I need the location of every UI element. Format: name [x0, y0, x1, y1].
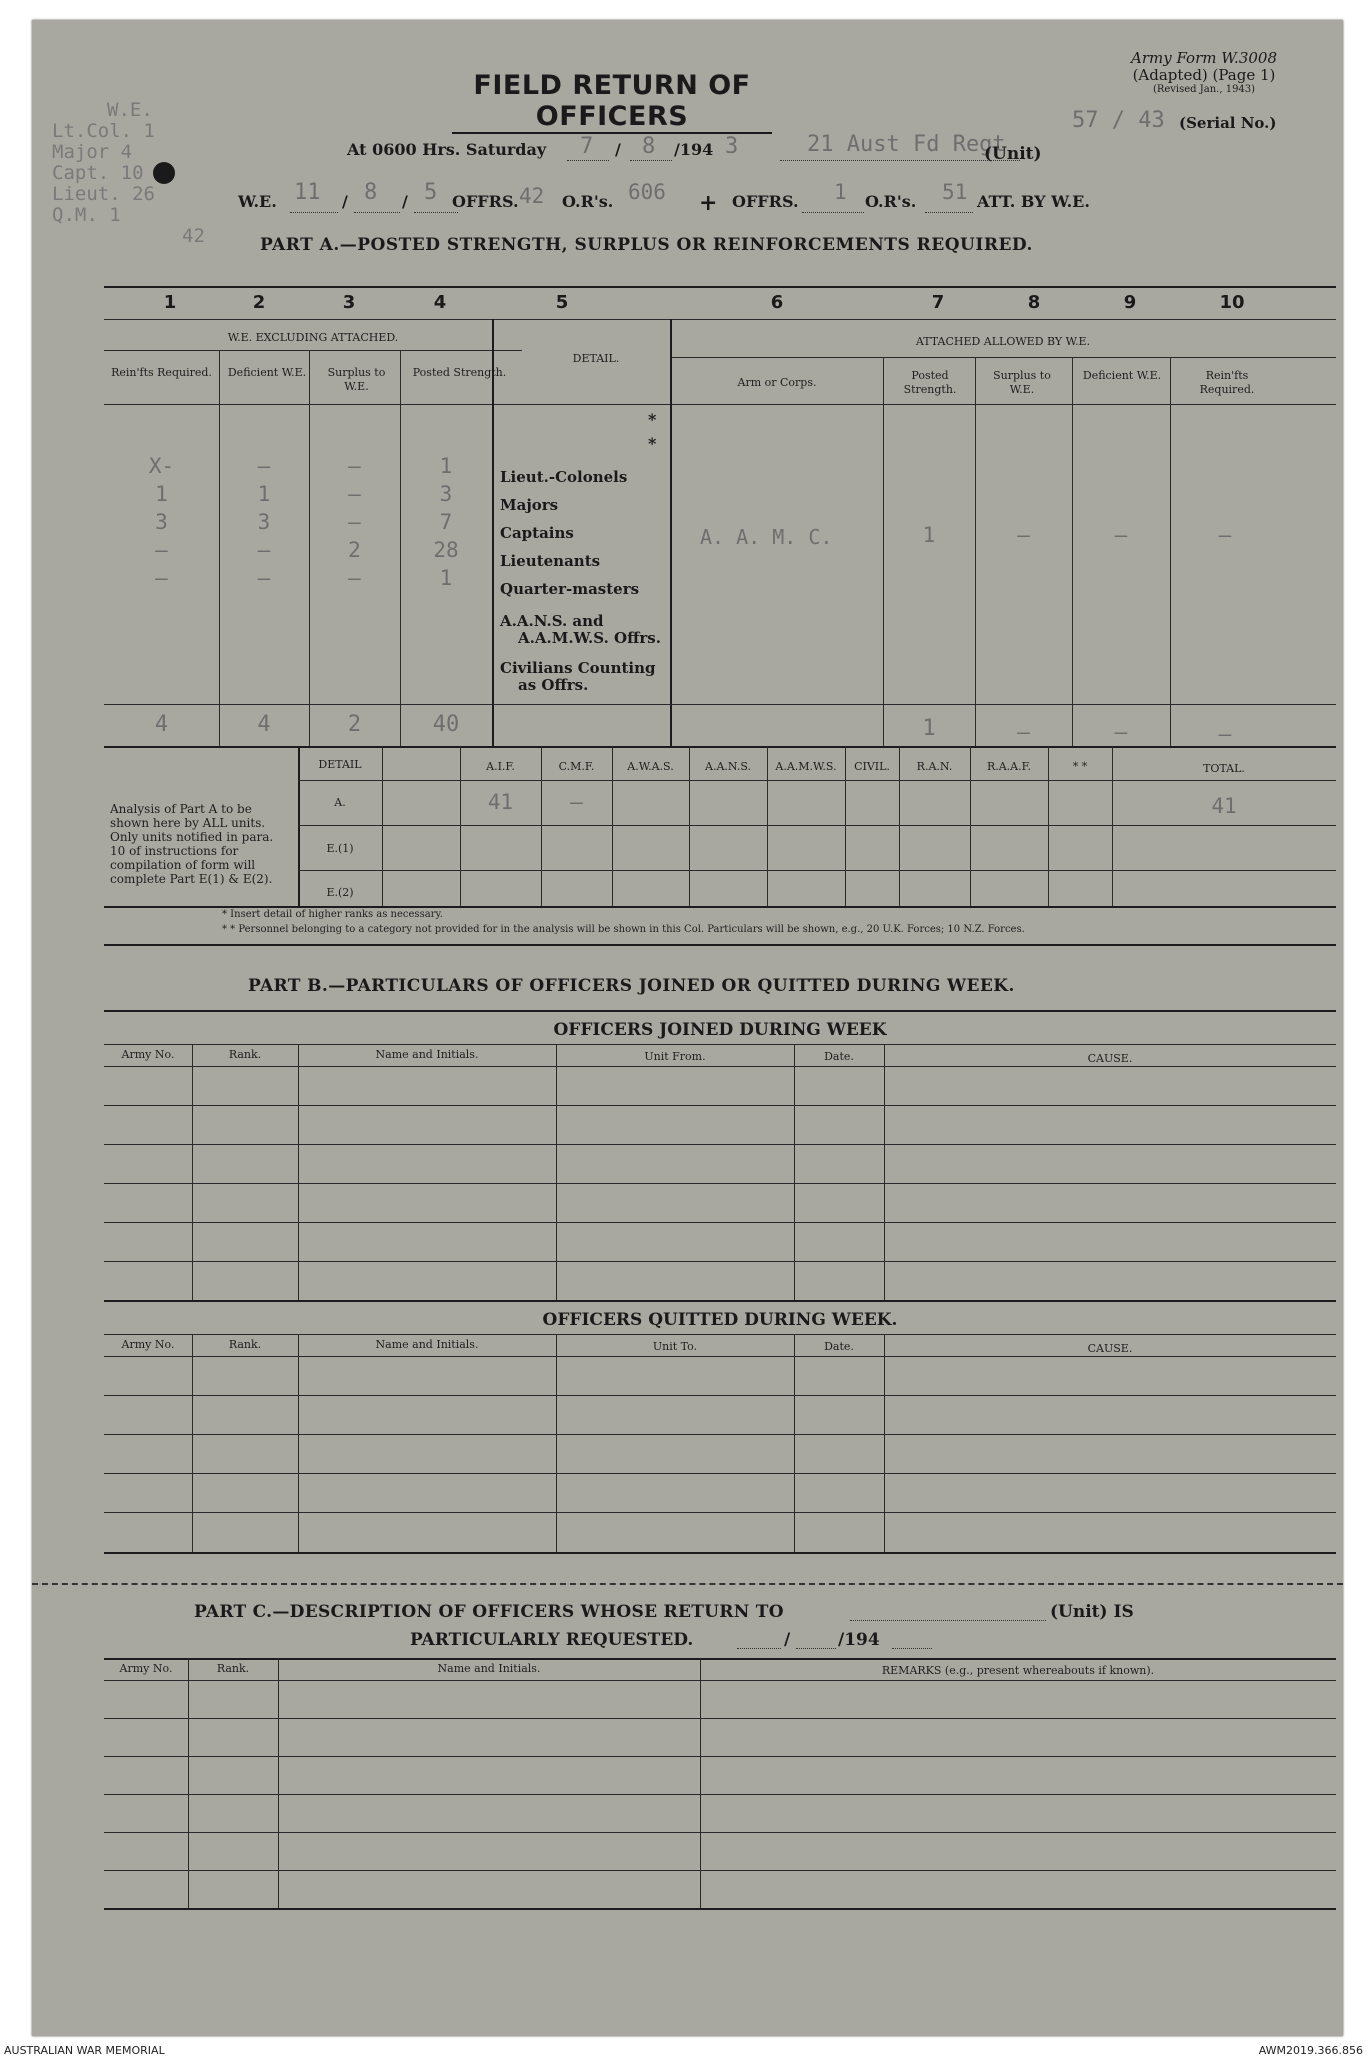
analysis-row-a: A. [334, 796, 346, 809]
we-value-3: 5 [424, 180, 438, 205]
rank-label: Quarter-masters [500, 580, 640, 598]
plus-sign: + [699, 190, 718, 216]
total-posted: 40 [432, 712, 460, 737]
arm-header: Arm or Corps. [737, 376, 817, 389]
analysis-header-total: TOTAL. [1203, 762, 1245, 775]
surplus-value: 2 [348, 538, 361, 562]
we-value-2: 8 [364, 180, 378, 205]
analysis-note: Analysis of Part A to be shown here by ALL units. Only units notified in para. 10 of instructions for compilation of form will complete Part E(1) & E(2). [110, 802, 274, 886]
quitted-title: OFFICERS QUITTED DURING WEEK. [542, 1310, 898, 1330]
year-suffix: 3 [725, 134, 739, 159]
ors-value: 606 [628, 180, 666, 204]
footer-left: AUSTRALIAN WAR MEMORIAL [4, 2044, 165, 2057]
total-att-surplus: – [1017, 720, 1030, 744]
joined-header-date: Date. [824, 1050, 854, 1063]
col-number: 2 [252, 292, 266, 313]
analysis-cmf-value: – [570, 790, 583, 814]
extra-row-label: A.A.M.W.S. Offrs. [518, 629, 661, 647]
quitted-header-name: Name and Initials. [375, 1338, 479, 1351]
col-number: 5 [555, 292, 569, 313]
ors2-label: O.R's. [865, 192, 917, 211]
offrs2-value: 1 [834, 180, 847, 204]
rank-label: Lieut.-Colonels [500, 468, 628, 486]
analysis-header-aans: A.A.N.S. [705, 760, 751, 773]
analysis-header-awas: A.W.A.S. [627, 760, 674, 773]
partc-header-armyno: Army No. [119, 1662, 173, 1675]
rank-label: Majors [500, 496, 559, 514]
deficient-header: Deficient W.E. [227, 366, 307, 379]
reinf-value: 3 [155, 510, 168, 534]
joined-title: OFFICERS JOINED DURING WEEK [553, 1020, 887, 1040]
col-number: 1 [163, 292, 177, 313]
margin-note: Q.M. 1 [52, 204, 121, 226]
att-arm-value: A. A. M. C. [700, 525, 833, 549]
att-deficient-header: Deficient W.E. [1082, 369, 1162, 382]
analysis-header-detail: DETAIL [318, 758, 362, 771]
aans-label [500, 613, 661, 647]
margin-notes [52, 100, 205, 247]
col-number: 9 [1123, 292, 1137, 313]
at-label: At 0600 Hrs. Saturday [347, 140, 547, 159]
extra-row-label: A.A.N.S. and [500, 612, 604, 630]
surplus-value: – [348, 454, 361, 478]
att-reinf-header: Rein'fts Required. [1199, 369, 1255, 396]
joined-header-armyno: Army No. [121, 1048, 175, 1061]
total-surplus: 2 [347, 712, 362, 737]
part-c-line2: PARTICULARLY REQUESTED. [410, 1630, 694, 1650]
quitted-header-armyno: Army No. [121, 1338, 175, 1351]
footer [0, 2040, 1369, 2061]
serial-label: (Serial No.) [1179, 114, 1277, 132]
star-mark: * [648, 410, 657, 429]
reinf-value: X- [148, 454, 175, 478]
part-a-title: PART A.—POSTED STRENGTH, SURPLUS OR REINFORCEMENTS REQUIRED. [260, 235, 1033, 255]
joined-header-rank: Rank. [228, 1048, 262, 1061]
serial-value: 57 / 43 [1072, 108, 1165, 133]
att-deficient-value: – [1114, 523, 1128, 547]
joined-header-name: Name and Initials. [375, 1048, 479, 1061]
posted-value: 1 [439, 454, 453, 478]
analysis-row-e2: E.(2) [326, 886, 354, 899]
rank-label: Lieutenants [500, 552, 601, 570]
posted-value: 1 [439, 566, 453, 590]
footnote-2: * * Personnel belonging to a category not provided for in the analysis will be shown in this Col. Particulars will be shown, e.g., 20 U.K. Forces; 10 N.Z. Forces. [222, 924, 1025, 935]
deficient-value: – [257, 538, 271, 562]
ors-label: O.R's. [562, 192, 614, 211]
unit-label: (Unit) [984, 144, 1042, 164]
margin-note: Capt. 10 [52, 162, 144, 184]
star-mark: * [648, 434, 657, 453]
analysis-header-raaf: R.A.A.F. [986, 760, 1032, 773]
form-id-line3: (Revised Jan., 1943) [1152, 84, 1256, 95]
analysis-header-cmf: C.M.F. [558, 760, 595, 773]
col-number: 8 [1027, 292, 1041, 313]
att-posted-value: 1 [922, 523, 936, 547]
form-sheet: Army Form W.3008 (Adapted) (Page 1) (Revised Jan., 1943) FIELD RETURN OF OFFICERS 57 / 43 (Serial No.) W.E. Lt.Col. 1 Major 4 Capt. 10 Lieut. 26 Q.M. 1 42 At 0600 Hrs. Saturday 7 / 8 /194 3 21 Aust Fd Regt (Unit) W.E. 11 / 8 / 5 OFFRS. 42 O.R's. 606 + OFFRS. 1 O.R's. 51 ATT. BY W.E. PART A.—POSTED STRENGTH, SURPLUS OR REINFORCEMENTS REQUIRED. 1 2 3 4 5 6 7 8 9 10 W.E. EXCLUDING ATTACHED. ATTACHED ALLOWED BY W.E. DETAIL. Rein'fts Required. Deficient W.E. Surplus to W.E. Posted Strength. Arm or Corps. Posted Strength. Surplus to W.E. Deficient W.E. Rein'fts Required. * * X- – – 1 Lieut.-Colonels 1 1 – 3 Majors 3 3 – 7 Captains – – 2 28 Lieutenants – – – 1 Quarter-masters A.A.N.S. and A.A.M.W.S. Offrs. Civilians Counting as Offrs. A. A. M. C. 1 – – – 4 4 2 40 1 – – – Analysis of Part A to be shown here by ALL units. Only units notified in para. 10 of instructions for compilation of form will complete Part E(1) & E(2). DETAIL A.I.F. C.M.F. A.W.A.S. A.A.N.S. A.A.M.W.S. CIVIL. R.A.N. R.A.A.F. * * TOTAL. A. E.(1) E.(2) 41 – 41 * Insert detail of higher ranks as necessary. * * Personnel belonging to a category not provided for in the analysis will be shown in this Col. Particulars will be shown, e.g., 20 U.K. Forces; 10 N.Z. Forces. PART B.—PARTICULARS OF OFFICERS JOINED OR QUITTED DURING WEEK. OFFICERS JOINED DURING WEEK Army No. Rank. Name and Initials. Unit From. Date. CAUSE. OFFICERS QUITTED DURING WEEK. Army No. Rank. Name and Initials. Unit To. Date. CAUSE. PART C.—DESCRIPTION OF OFFICERS WHOSE RETURN TO (Unit) IS PARTICULARLY REQUESTED. / /194 Army No. Rank. Name and Initials. REMARKS (e.g., present whereabouts if known). [32, 20, 1343, 2036]
surplus-value: – [348, 566, 361, 590]
offrs2-label: OFFRS. [732, 192, 799, 211]
att-reinf-value: – [1218, 523, 1232, 547]
form-id [1084, 50, 1324, 96]
footnote-1: * Insert detail of higher ranks as necessary. [222, 909, 443, 920]
quitted-header-unit: Unit To. [652, 1340, 698, 1353]
civilians-label [500, 660, 656, 694]
form-title: FIELD RETURN OF OFFICERS [452, 70, 772, 134]
posted-value: 7 [439, 510, 453, 534]
posted-value: 28 [433, 538, 459, 562]
form-id-line1: Army Form W.3008 [1131, 49, 1277, 67]
margin-note: Lieut. 26 [52, 183, 155, 205]
surplus-header: Surplus to W.E. [327, 366, 386, 393]
col-number: 6 [770, 292, 784, 313]
att-label: ATT. BY W.E. [977, 192, 1090, 211]
analysis-header-aif: A.I.F. [486, 760, 515, 773]
col-number: 4 [433, 292, 447, 313]
partc-header-rank: Rank. [216, 1662, 250, 1675]
total-att-posted: 1 [922, 716, 936, 741]
reinf-value: 1 [155, 482, 168, 506]
surplus-value: – [348, 510, 361, 534]
offrs-value: 42 [519, 184, 545, 208]
partc-header-name: Name and Initials. [437, 1662, 541, 1675]
punch-hole [153, 162, 175, 184]
total-att-deficient: – [1114, 720, 1128, 744]
att-posted-header: Posted Strength. [903, 369, 957, 396]
posted-header: Posted Strength. [412, 366, 507, 379]
day-value: 7 [580, 134, 594, 159]
deficient-value: – [257, 454, 271, 478]
quitted-header-rank: Rank. [228, 1338, 262, 1351]
analysis-header-aamws: A.A.M.W.S. [775, 760, 837, 773]
total-reinf: 4 [154, 712, 169, 737]
rank-label: Captains [500, 524, 574, 542]
margin-note: 42 [182, 225, 205, 247]
analysis-row-e1: E.(1) [326, 842, 354, 855]
form-id-line2: (Adapted) (Page 1) [1132, 66, 1276, 84]
we-group-header: W.E. EXCLUDING ATTACHED. [227, 331, 399, 344]
total-deficient: 4 [257, 712, 271, 737]
reinf-value: – [155, 566, 168, 590]
col-number: 10 [1219, 292, 1245, 313]
analysis-total-value: 41 [1211, 794, 1237, 818]
col-number: 3 [342, 292, 356, 313]
margin-note: W.E. [107, 99, 153, 121]
offrs-label: OFFRS. [452, 192, 519, 211]
att-group-header: ATTACHED ALLOWED BY W.E. [915, 335, 1091, 348]
att-surplus-value: – [1017, 523, 1030, 547]
ors2-value: 51 [942, 180, 968, 204]
unit-value: 21 Aust Fd Regt [807, 132, 1006, 157]
part-c-date-tail: /194 [838, 1630, 880, 1650]
surplus-value: – [348, 482, 361, 506]
reinf-header: Rein'fts Required. [111, 366, 212, 379]
we-label: W.E. [238, 192, 277, 211]
margin-note: Lt.Col. 1 [52, 120, 155, 142]
year-prefix: /194 [674, 140, 714, 159]
deficient-value: – [257, 566, 271, 590]
analysis-aif-value: 41 [487, 790, 514, 814]
posted-value: 3 [439, 482, 453, 506]
quitted-header-date: Date. [824, 1340, 854, 1353]
quitted-header-cause: CAUSE. [1087, 1342, 1133, 1355]
joined-header-cause: CAUSE. [1087, 1052, 1133, 1065]
att-surplus-header: Surplus to W.E. [993, 369, 1051, 396]
deficient-value: 1 [257, 482, 271, 506]
part-c-line1-unit: (Unit) IS [1050, 1602, 1134, 1622]
extra-row-label: Civilians Counting [500, 659, 656, 677]
analysis-header-other: * * [1072, 760, 1088, 773]
part-c-line1: PART C.—DESCRIPTION OF OFFICERS WHOSE RETURN TO [194, 1602, 784, 1622]
analysis-header-civil: CIVIL. [854, 760, 890, 773]
month-value: 8 [642, 134, 656, 159]
total-att-reinf: – [1218, 722, 1232, 746]
margin-note: Major 4 [52, 141, 133, 163]
detail-header: DETAIL. [572, 352, 620, 365]
part-b-title: PART B.—PARTICULARS OF OFFICERS JOINED OR QUITTED DURING WEEK. [248, 976, 1015, 996]
tear-line [32, 1583, 1343, 1585]
reinf-value: – [155, 538, 168, 562]
extra-row-label: as Offrs. [518, 676, 589, 694]
deficient-value: 3 [257, 510, 271, 534]
joined-header-unit: Unit From. [644, 1050, 706, 1063]
footer-right: AWM2019.366.856 [1258, 2044, 1363, 2057]
col-number: 7 [931, 292, 945, 313]
we-value-1: 11 [294, 180, 321, 205]
partc-header-remarks: REMARKS (e.g., present whereabouts if known). [881, 1664, 1155, 1677]
analysis-header-ran: R.A.N. [916, 760, 953, 773]
